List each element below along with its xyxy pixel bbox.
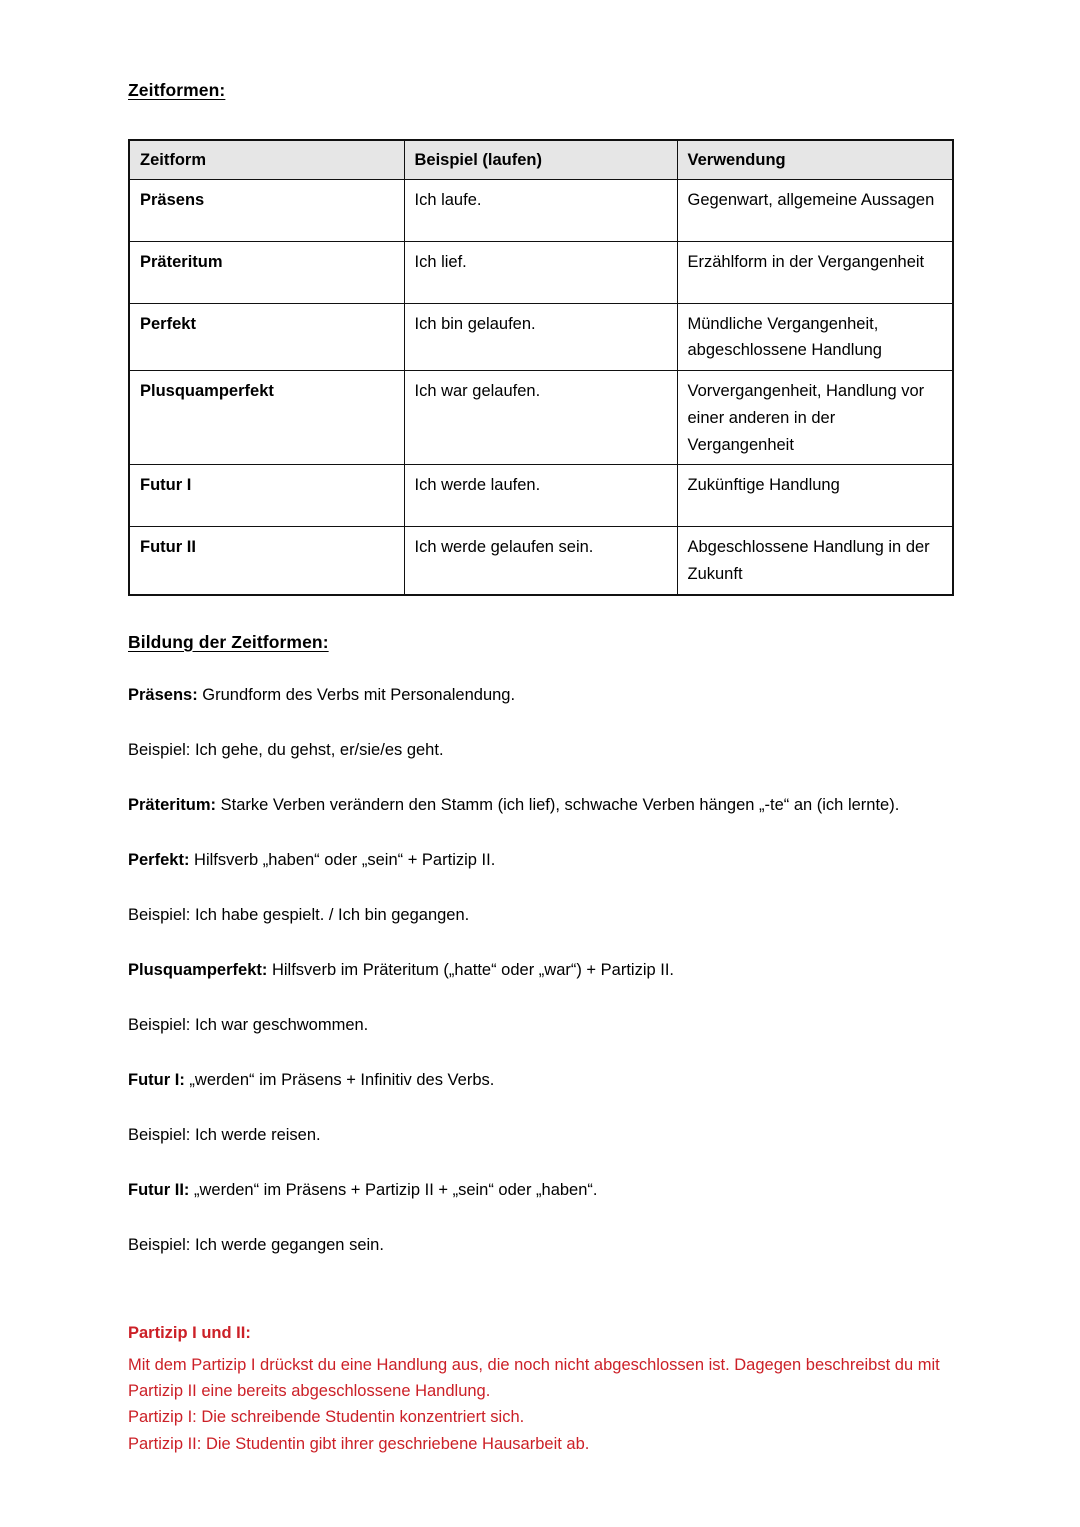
paragraph-plusquamperfekt bbox=[128, 928, 952, 983]
table-row bbox=[129, 371, 953, 465]
text-futur2: „werden“ im Präsens + Partizip II + „sein“ oder „haben“. bbox=[189, 1181, 598, 1200]
cell-usage: Abgeschlossene Handlung in der Zukunft bbox=[677, 527, 953, 595]
table-row bbox=[129, 527, 953, 595]
label-praeteritum: Präteritum: bbox=[128, 795, 217, 814]
paragraph-futur1-example: Beispiel: Ich werde reisen. bbox=[128, 1126, 321, 1145]
paragraph-praesens-example: Beispiel: Ich gehe, du gehst, er/sie/es geht. bbox=[128, 740, 444, 759]
cell-tense: Präteritum bbox=[129, 241, 404, 303]
cell-tense: Futur I bbox=[129, 465, 404, 527]
cell-usage: Erzählform in der Vergangenheit bbox=[677, 241, 953, 303]
cell-usage: Gegenwart, allgemeine Aussagen bbox=[677, 179, 953, 241]
cell-usage: Vorvergangenheit, Handlung vor einer anderen in der Vergangenheit bbox=[677, 371, 953, 465]
paragraph-perfekt bbox=[128, 818, 952, 873]
cell-example: Ich war gelaufen. bbox=[404, 371, 677, 465]
paragraph-plusquamperfekt-example: Beispiel: Ich war geschwommen. bbox=[128, 1016, 369, 1035]
tenses-table bbox=[128, 139, 954, 596]
partizip-note-example-1: Partizip I: Die schreibende Studentin konzentriert sich. bbox=[128, 1408, 525, 1427]
cell-example: Ich laufe. bbox=[404, 179, 677, 241]
cell-tense: Plusquamperfekt bbox=[129, 371, 404, 465]
partizip-note bbox=[128, 1322, 952, 1456]
paragraph-praeteritum bbox=[128, 763, 952, 818]
cell-example: Ich werde laufen. bbox=[404, 465, 677, 527]
text-plusquamperfekt: Hilfsverb im Präteritum („hatte“ oder „war“) + Partizip II. bbox=[267, 961, 675, 980]
cell-example: Ich werde gelaufen sein. bbox=[404, 527, 677, 595]
table-row bbox=[129, 179, 953, 241]
text-futur1: „werden“ im Präsens + Infinitiv des Verbs. bbox=[184, 1071, 495, 1090]
paragraph-futur2-example: Beispiel: Ich werde gegangen sein. bbox=[128, 1236, 384, 1255]
text-perfekt: Hilfsverb „haben“ oder „sein“ + Partizip II. bbox=[189, 850, 496, 869]
section-heading-bildung: Bildung der Zeitformen: bbox=[128, 631, 329, 652]
table-row bbox=[129, 465, 953, 527]
column-header-zeitform: Zeitform bbox=[129, 140, 404, 179]
label-perfekt: Perfekt: bbox=[128, 850, 190, 869]
table-row bbox=[129, 303, 953, 370]
cell-example: Ich lief. bbox=[404, 241, 677, 303]
label-futur2: Futur II: bbox=[128, 1181, 190, 1200]
text-praesens: Grundform des Verbs mit Personalendung. bbox=[197, 685, 516, 704]
paragraph-futur2 bbox=[128, 1148, 952, 1203]
cell-usage: Mündliche Vergangenheit, abgeschlossene Handlung bbox=[677, 303, 953, 370]
label-futur1: Futur I: bbox=[128, 1071, 185, 1090]
text-praeteritum: Starke Verben verändern den Stamm (ich lief), schwache Verben hängen „-te“ an (ich lernte). bbox=[216, 795, 900, 814]
table-header-row bbox=[129, 140, 953, 179]
label-praesens: Präsens: bbox=[128, 685, 198, 704]
partizip-note-example-2: Partizip II: Die Studentin gibt ihrer geschriebene Hausarbeit ab. bbox=[128, 1434, 590, 1453]
cell-tense: Präsens bbox=[129, 179, 404, 241]
column-header-verwendung: Verwendung bbox=[677, 140, 953, 179]
paragraph-praesens bbox=[128, 653, 952, 708]
column-header-beispiel: Beispiel (laufen) bbox=[404, 140, 677, 179]
page-title: Zeitformen: bbox=[128, 80, 226, 100]
paragraph-perfekt-example: Beispiel: Ich habe gespielt. / Ich bin gegangen. bbox=[128, 906, 470, 924]
cell-usage: Zukünftige Handlung bbox=[677, 465, 953, 527]
partizip-note-description: Mit dem Partizip I drückst du eine Handlung aus, die noch nicht abgeschlossen ist. Dagegen beschreibst du mit Partizip II eine bereits abgeschlossene Handlung. bbox=[128, 1356, 940, 1401]
partizip-note-title: Partizip I und II: bbox=[128, 1324, 251, 1343]
cell-example: Ich bin gelaufen. bbox=[404, 303, 677, 370]
paragraph-futur1 bbox=[128, 1038, 952, 1093]
table-row bbox=[129, 241, 953, 303]
cell-tense: Perfekt bbox=[129, 303, 404, 370]
label-plusquamperfekt: Plusquamperfekt: bbox=[128, 961, 268, 980]
cell-tense: Futur II bbox=[129, 527, 404, 595]
